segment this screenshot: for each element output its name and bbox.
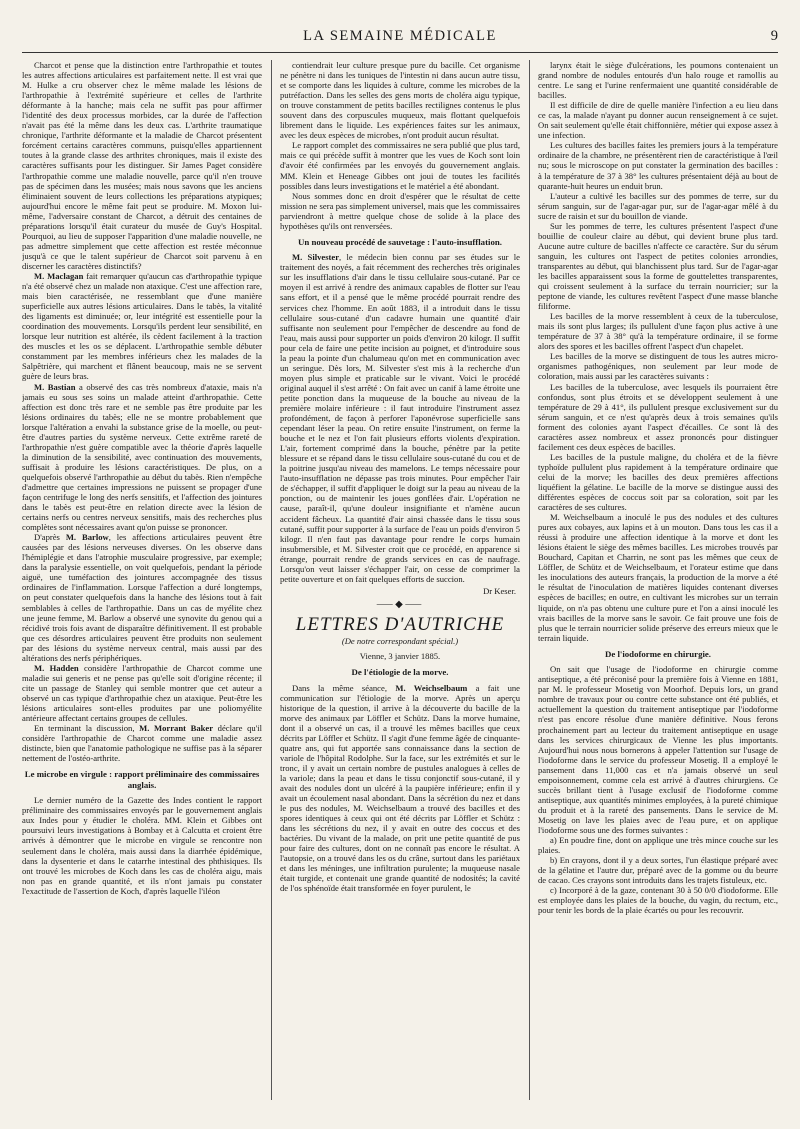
paragraph-text: fait remarquer qu'aucun cas d'arthropathie typique n'a été observé chez un malade non ataxique. C'est une affection rare, mais bien caractérisée, ne ressemblant que d'une manière superficielle aux autres lésions articulaires. Dans le tabès, la vitalité des ligaments est diminuée; or, leur intégrité est essentielle pour la coordination des mouvements. Lorsqu'ils perdent leur sensibilité, en lorsque leur nutrition est altérée, ils cèdent facilement à la traction des muscles et les os se déplacent. L'arthropathie semble débuter constamment par les membres inférieurs chez les malades de la Salpêtrière, qui marchent et flânent beaucoup, mais ne se servent guère de leurs bras.	[22, 270, 262, 382]
paragraph: Les bacilles de la tuberculose, avec lesquels ils pourraient être confondus, sont plus étroits et se développent seulement à une température de 29 à 41°, ils pullulent presque exclusivement sur du sérum sanguin, et ce n'est qu'après deux à trois semaines qu'ils forment des colonies ayant l'aspect d'écailles. Ce sont là des caractères assez nombreux et assez prononcés pour distinguer facilement ces deux espèces de bacilles.	[538, 381, 778, 452]
author-signature: Dr Keser.	[483, 585, 516, 596]
paragraph: larynx était le siège d'ulcérations, les poumons contenaient un grand nombre de nodules entourés d'un halo rouge et ramollis au centre. Le sang et l'urine renfermaient une quantité considérable de bacilles.	[538, 60, 778, 101]
speaker-name: M. Hadden	[34, 662, 79, 673]
column-divider	[271, 60, 272, 1100]
paragraph	[280, 252, 520, 584]
paragraph: M. Weichselbaum a inoculé le pus des nodules et des cultures pures aux cobayes, aux lapins et à un mouton. Dans tous les cas il a réussi à produire une affection identique à la morve et dont les lésions étaient le siège des mêmes bacilles. Les microbes trouvés par Bouchard, Capitan et Charrin, ne sont pas les mêmes que ceux de Löffler, de Schütz et de Weichselbaum, et l'orateur estime que dans les inoculations des auteurs français, la production de la morve a été le résultat de l'inoculation de matières liquides contenant diverses espèces de bacilles; en outre, en cultivant les microbes sur un terrain liquide, on n'a pas obtenu une culture pure et l'on a ainsi inoculé les vrais bacilles de la morve sans le savoir. Ce fait prouve une fois de plus que le terrain nourricier solide préserve des erreurs mieux que le terrain liquide.	[538, 512, 778, 643]
journal-title: LA SEMAINE MÉDICALE	[303, 28, 497, 44]
section-heading: Un nouveau procédé de sauvetage : l'auto-insufflation.	[298, 236, 502, 247]
paragraph: Charcot et pense que la distinction entre l'arthropathie et toutes les autres affections articulaires est parfaitement nette. Il est vrai que M. Hulke a cru observer chez le même malade les lésions de l'arthropathie à l'extrémité supérieure et celles de l'arthrite déformante à la hanche; mais cela ne suffit pas pour affirmer l'identité des deux processus morbides, car la durée de l'affection n'avait pas été la même dans les deux cas. L'arthrite traumatique chronique, l'arthrite déformante et la maladie de Charcot présentent forcément certains caractères communs, puisqu'elles appartiennent toutes à la grande classe des arthrites chroniques, mais il existe des caractères suffisants pour les distinguer. Sir James Paget considère l'arthropathie comme une maladie nouvelle, parce qu'il n'en trouve pas de spécimen dans les musées; mais nous savons que les anciens éliminaient souvent de leurs collections les préparations atypiques; aujourd'hui encore le même fait peut se produire. M. Moxon lui-même, l'adversaire constant de Charcot, a détruit des centaines de préparations lorsqu'il était curateur du musée de Guy's Hospital. Pourquoi, au lieu de supposer l'apparition d'une maladie nouvelle, ne pas admettre simplement que cette affection est restée méconnue jusqu'à ce que le talent supérieur de Charcot soit parvenu à en discerner les caractères distinctifs?	[22, 60, 262, 271]
paragraph: Les bacilles de la pustule maligne, du choléra et de la fièvre typhoïde pullulent plus rapidement à la température ordinaire que celui de la morve; les bacilles des deux premières affections liquéfient la gélatine. Le bacille de la morve se distingue aussi des différentes espèces de coccus soit par sa coloration, soit par les caractères de ses cultures.	[538, 451, 778, 513]
speaker-name: M. Bastian	[34, 381, 76, 392]
correspondent-subtitle: (De notre correspondant spécial.)	[341, 635, 459, 646]
paragraph-text: a observé des cas très nombreux d'ataxie, mais n'a jamais eu sous ses soins un malade atteint d'arthropathie. Cette affection est donc très rare et ne semble pas être produite par les lésions ordinaires du tabès; elle ne se montre probablement que lorsque l'altération a envahi la substance grise de la moelle, ou peut-être d'autres parties du système nerveux. Cette extrême rareté de l'arthropathie n'est guère compatible avec la théorie d'après laquelle la diminution de la sensibilité, avec continuation des mouvements, suffisait à produire les lésions caractéristiques. De plus, on a quelquefois observé l'arthropathie au début du tabès. Rien n'empêche d'admettre que certaines impressions ne puissent se propager d'une façon centrifuge le long des nerfs sensitifs, et l'affection des jointures dans le tabès est peut-être en relation directe avec la lésion de certains nerfs ou centres nerveux sensitifs, mais des recherches plus complètes sont nécessaires avant qu'on puisse se prononcer.	[22, 381, 262, 533]
paragraph: contiendrait leur culture presque pure du bacille. Cet organisme ne pénètre ni dans les tuniques de l'intestin ni dans aucun autre tissu, et se comporte dans les liquides à culture, comme les microbes de la putréfaction. Dans les selles des gens morts de choléra aigu typique, on trouve constamment de petits bacilles rectilignes contenus le plus souvent dans des corpuscules muqueux, mais flottant quelquefois librement dans le liquide. Les expériences faites sur les animaux, avec les deux espèces de microbes, n'ont produit aucun résultat.	[280, 60, 520, 141]
paragraph: Nous sommes donc en droit d'espérer que le résultat de cette mission ne sera pas simplement universel, mais que les commissaires parviendront à mettre quelque chose de solide à la place des hypothèses qu'ils ont renversées.	[280, 190, 520, 231]
paragraph-text: D'après	[34, 532, 66, 543]
paragraph	[280, 683, 520, 894]
paragraph: Le dernier numéro de la Gazette des Indes contient le rapport préliminaire des commissaires envoyés par le gouvernement anglais aux Indes pour y étudier le choléra. MM. Klein et Gibbes ont poursuivi leurs investigations à Bombay et à Calcutta et croient être arrivés à démontrer que le microbe en virgule se rencontre non seulement dans le choléra, mais aussi dans la diarrhée épidémique, dans la dysenterie et dans le catarrhe intestinal des phthisiques. Ils ont trouvé les microbes de Koch dans les cas de choléra aigu, mais non pas en grande quantité, et ils n'ont jamais pu constater l'exactitude de l'assertion de Koch, d'après laquelle l'iléon	[22, 795, 262, 896]
list-item: b) En crayons, dont il y a deux sortes, l'un élastique préparé avec de la gélatine et l'autre dur, préparé avec de la gomme ou du beurre de cacao. Ces crayons sont introduits dans les trajets fistuleux, etc.	[538, 855, 778, 886]
paragraph	[22, 663, 262, 723]
paragraph-text: a fait une communication sur l'étiologie de la morve. Après un aperçu historique de la question, il arrive à la découverte du bacille de la morve des animaux par Löffler et Schütz. Dans la morve humaine, dont il a observé un cas, il a trouvé les mêmes bacilles que ceux décrits par Löffler et Schütz. Il s'agit d'une femme âgée de cinquante-quatre ans, qui fut apportée sans connaissance dans la section de variole de l'hôpital Rodolphe. Sur la face, sur les extrémités et sur le tronc, il y avait un certain nombre de pustules analogues à celles de la variole; dans la peau et dans le tissu conjonctif sous-cutané, il y avait des nodules dont un ulcéré à la paupière inférieure; enfin il y avait un écoulement nasal abondant. Dans la sécrétion du nez et dans le pus des nodules, M. Weichselbaum a trouvé des bacilles et des spores identiques à ceux qui ont été décrits par Löffler et Schütz : dans les sécrétions du nez, il y avait en outre des coccus et des bactéries. Du vivant de la malade, on prit une petite quantité de pus pour faire des cultures, dont on ne connaît pas encore le résultat. A l'autopsie, on a trouvé dans les os du crâne, surtout dans les pariétaux et dans les méninges, une infiltration purulente; la muqueuse nasale était turgide, et contenait une grande quantité de nodosités; la cavité de l'os sphénoïde était transformée en foyer purulent, le	[280, 682, 520, 894]
paragraph-text: , le médecin bien connu par ses études sur le traitement des noyés, a fait récemment des recherches très originales sur les insufflations d'air dans le tissu cellulaire sous-cutané. Par ce moyen il est arrivé à rendre des animaux capables de flotter sur l'eau sans effort, et il a pensé que le même procédé pourrait rendre des services chez l'homme. En août 1883, il a introduit dans le tissu cellulaire sous-cutané d'un cadavre humain une quantité d'air suffisante non seulement pour l'empêcher de descendre au fond de l'eau, mais aussi pour supporter un poids d'environ 20 kilogr. Il suffit pour cela de faire une petite incision au poignet, et d'introduire sous la peau la pointe d'un chalumeau qu'on met en communication avec un seringue. Dès lors, M. Silvester s'est mis à la recherche d'un moyen plus simple et praticable sur le vivant. Voici le procédé original auquel il s'est arrêté : On fait avec un canif à lame étroite une petite ponction dans la muqueuse de la bouche au niveau de la première molaire inférieure : il faut introduire l'instrument assez profondément, de façon à perforer l'aponévrose superficielle sans cependant léser la peau. On retire ensuite l'instrument, on ferme la bouche et le nez et l'on fait plusieurs efforts violents d'expiration. L'air, fortement comprimé dans la bouche, pénètre par la petite blessure et se répand dans le tissu cellulaire sous-cutané du cou et de la poitrine jusqu'au niveau des mamelons. Le temps nécessaire pour l'auto-insufflation ne dépasse pas trois minutes. Pour empêcher l'air de s'échapper, il suffit d'appliquer le doigt sur la peau au niveau de la ponction, ou de maintenir les joues gonflées d'air. L'opération ne cause, paraît-il, qu'une douleur insignifiante et n'amène aucun accident fâcheux. La quantité d'air ainsi chassée dans le tissu sous cutané, suffit pour supporter à la surface de l'eau un poids d'environ 5 kilogr. Il n'en faut pas davantage pour rendre le corps humain insubmersible, et M. Silvester croit que ce procédé, en apparence si étrange, pourrait rendre de grands services en cas de naufrage. Lorsqu'on veut laisser s'échapper l'air, on cesse de comprimer la petite ouverture et on fait quelques efforts de succion.	[280, 252, 520, 584]
column-2	[280, 60, 520, 1110]
paragraph-text: considère l'arthropathie de Charcot comme une maladie sui generis et ne pense pas qu'elle soit d'origine récente; il cite un passage de Stanley qui semble montrer que cet auteur a observé un cas typique d'arthropathie chez un ataxique. Peut-être les lésions articulaires sont-elles produites par une poliomyélite antérieure affectant certains groupes de cellules.	[22, 662, 262, 724]
list-item: c) Incorporé à de la gaze, contenant 30 à 50 0/0 d'iodoforme. Elle est employée dans les plaies de la bouche, du vagin, du rectum, etc., pour tenir les bords de la plaie écartés ou pour les recouvrir.	[538, 885, 778, 916]
paragraph: Sur les pommes de terre, les cultures présentent l'aspect d'une bouillie de couleur claire au début, qui devient brune plus tard. Aucune autre culture de bacilles n'affecte ce caractère. Sur du sérum sanguin, les cultures ont l'aspect de petites colonies arrondies, transparentes au début, qui blanchissent plus tard. Sur de l'agar-agar les bacilles apparaissent sous la forme de gouttelettes transparentes, qui croissent seulement à la surface du terrain nourricier; sur la peptone de viande, les cultures revêtent l'aspect d'une masse blanche filiforme.	[538, 220, 778, 312]
paragraph	[22, 723, 262, 763]
dressing-forms-list	[538, 835, 778, 915]
paragraph: Il est difficile de dire de quelle manière l'infection a eu lieu dans ce cas, la malade n'ayant pu donner aucun renseignement à ce sujet. On sait seulement qu'elle était chiffonnière, métier qui expose assez à une infection.	[538, 100, 778, 141]
section-heading: De l'étiologie de la morve.	[351, 667, 449, 678]
dateline: Vienne, 3 janvier 1885.	[359, 650, 441, 661]
paragraph	[22, 271, 262, 382]
letters-title: LETTRES D'AUTRICHE	[295, 613, 505, 635]
paragraph: Les bacilles de la morve ressemblent à ceux de la tuberculose, mais ils sont plus larges; ils pullulent d'une façon plus active à une température de 37 à 38° qu'à la température ordinaire, il se forme alors des spores et les bacilles offrent l'aspect d'un chapelet.	[538, 311, 778, 352]
page-header	[0, 28, 800, 48]
paragraph: Le rapport complet des commissaires ne sera publié que plus tard, mais ce qui précède suffit à montrer que les vues de Koch sont loin d'avoir été confirmées par les envoyés du gouvernement anglais. MM. Klein et Heneage Gibbes ont joui de toutes les facilités possibles dans leurs investigations et le matériel a été abondant.	[280, 140, 520, 191]
column-3	[538, 60, 778, 1110]
paragraph: L'auteur a cultivé les bacilles sur des pommes de terre, sur du sérum sanguin, sur de l'agar-agar pur, sur de l'agar-agar mêlé à du sucre de raisin et sur du bouillon de viande.	[538, 190, 778, 221]
paragraph: Les cultures des bacilles faites les premiers jours à la température ordinaire de la chambre, ne présentèrent rien de caractéristique à l'œil nu; sous le microscope on put constater la germination des bacilles : à la température de 37 à 38° les cultures présentaient déjà au bout de quarante-huit heures un enduit brun.	[538, 140, 778, 191]
column-divider	[529, 60, 530, 1100]
list-item: a) En poudre fine, dont on applique une très mince couche sur les plaies.	[538, 835, 778, 856]
paragraph-text: Dans la même séance,	[292, 682, 396, 693]
speaker-name: M. Silvester	[292, 252, 340, 263]
paragraph-text: déclare qu'il considère l'arthropathie de Charcot comme une maladie assez distincte, bien que l'anatomie pathologique ne suffise pas à la séparer nettement de l'ostéo-arthrite.	[22, 723, 262, 764]
paragraph: On sait que l'usage de l'iodoforme en chirurgie comme antiseptique, a été préconisé pour la première fois à Vienne en 1881, par M. le professeur Mosetig von Moorhof. Depuis lors, un grand nombre de travaux pour ou contre cette substance ont été publiés, et actuellement la question du traitement antiseptique par l'iodoforme n'est pas encore résolue d'une manière définitive. Nous ferons prochainement part au lecteur du traitement antiseptique en usage dans les services chirurgicaux de Vienne les plus importants. Aujourd'hui nous nous bornerons à appeler l'attention sur l'usage de l'iodoforme dans le service du professeur Mosetig. Il a employé le pansement dans 11,000 cas et n'a jamais observé un seul empoisonnement, comme cela est arrivé à d'autres chirurgiens. Ce succès brillant tient à l'usage exclusif de l'iodoforme comme antiseptique, aux quantités minimes employées, à la pureté chimique du produit et à la rareté des pansements. Dans le service de M. Mosetig on lave les plaies avec de l'eau pure, et on applique l'iodoforme sous une des formes suivantes :	[538, 664, 778, 835]
section-heading: Le microbe en virgule : rapport préliminaire des commissaires anglais.	[24, 769, 260, 790]
section-heading: De l'iodoforme en chirurgie.	[604, 648, 712, 659]
column-1	[22, 60, 262, 1110]
page-number: 9	[770, 28, 778, 44]
ornament-divider: ⸺◆⸺	[376, 598, 424, 610]
paragraph-text: , les affections articulaires peuvent être causées par des lésions nerveuses diverses. On les observe dans l'hémiplégie et dans l'atrophie musculaire progressive, par exemple; dans la paralysie essentielle, on voit quelquefois, pendant la période aiguë, une tuméfaction des jointures accompagnée des tissus ordinaires de l'inflammation. Lorsque l'affection a duré longtemps, on peut constater quelquefois dans la hanche des lésions tout à fait semblables à celles de l'arthropathie. Dans un cas de myélite chez une jeune femme, M. Barlow a observé une synovite du genou qui a récidivé trois fois avant de disparaître définitivement. Il est probable que ces désordres articulaires peuvent être produits non seulement par des lésions du système nerveux central, mais aussi par des altérations des nerfs périphériques.	[22, 532, 262, 663]
header-rule	[22, 52, 778, 53]
paragraph-text: En terminant la discussion,	[34, 723, 140, 734]
speaker-name: M. Maclagan	[34, 270, 84, 281]
speaker-name: M. Barlow	[65, 532, 109, 543]
paragraph	[22, 532, 262, 663]
speaker-name: M. Morrant Baker	[139, 723, 214, 734]
paragraph	[22, 382, 262, 533]
speaker-name: M. Weichselbaum	[395, 682, 468, 693]
paragraph: Les bacilles de la morve se distinguent de tous les autres micro-organismes pathogéniques, non seulement par leur mode de coloration, mais aussi par les caractères suivants :	[538, 351, 778, 382]
